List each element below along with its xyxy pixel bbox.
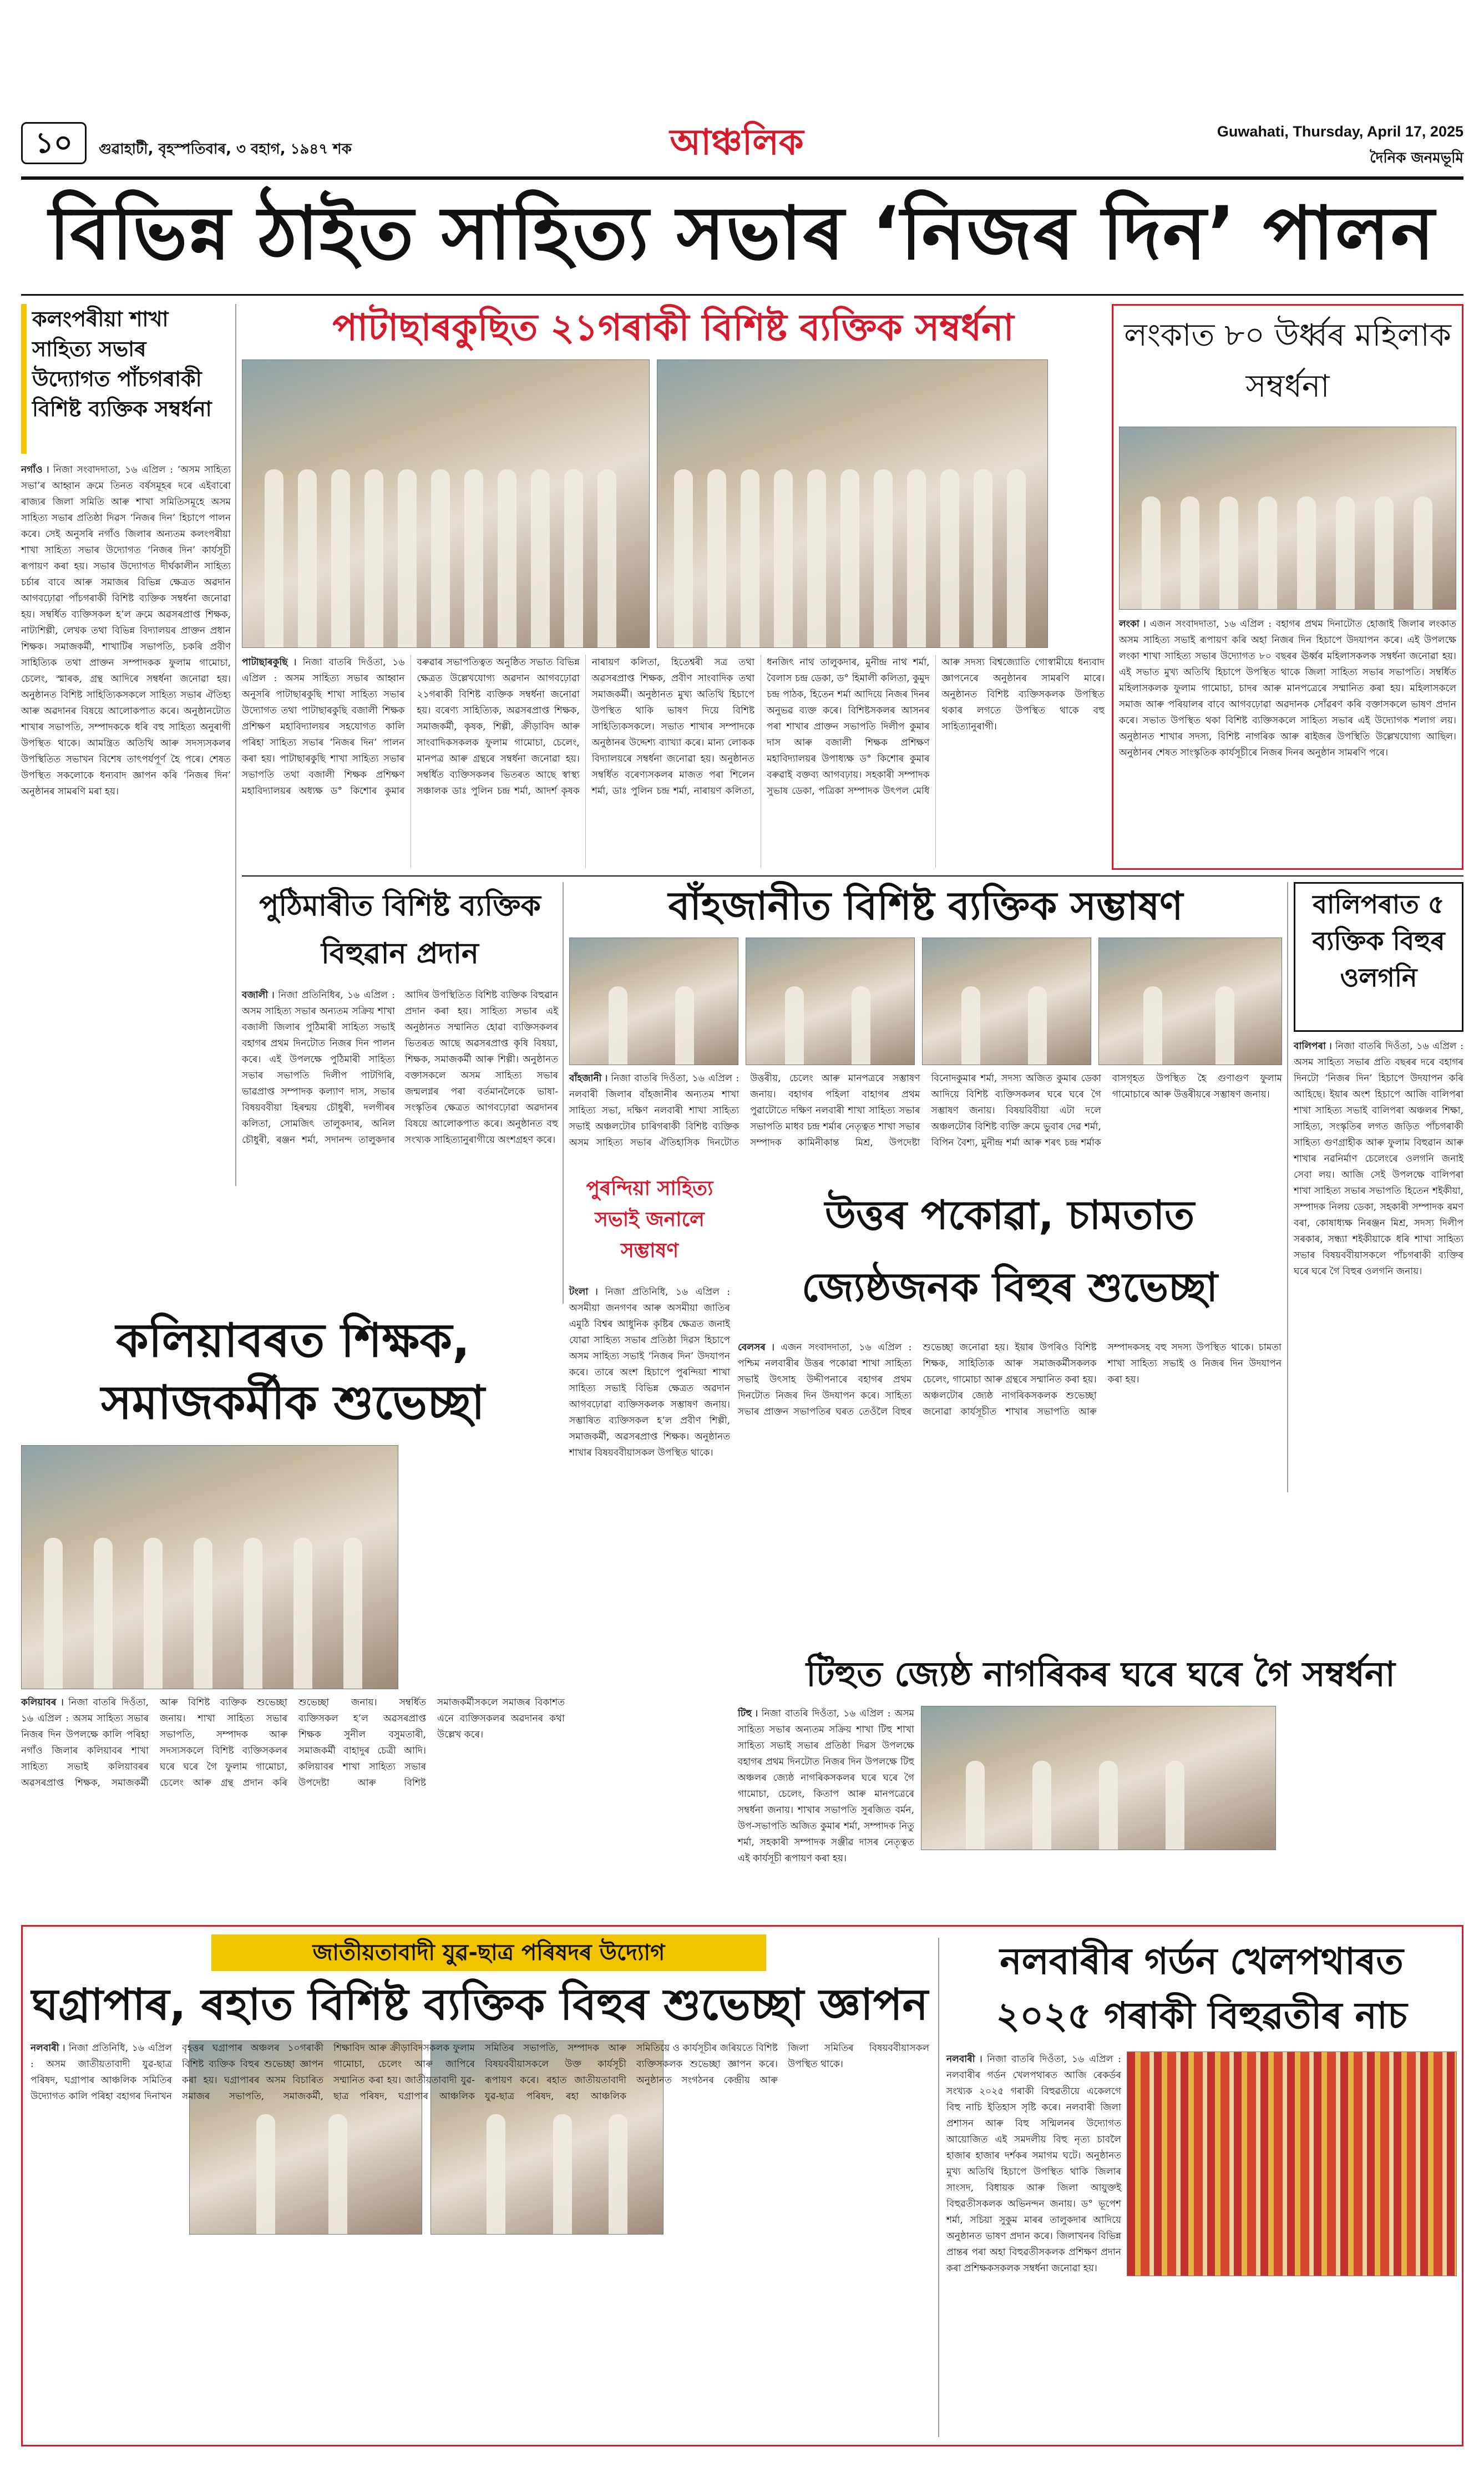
story-headline-nalbari: নলবাৰীৰ গৰ্ডন খেলপথাৰত ২০২৫ গৰাকী বিহুৱতীৰ নাচ <box>996 1940 1407 2037</box>
dateline: কলিয়াবৰ ৷ <box>21 1697 64 1708</box>
bihu-dance-photo <box>1127 2051 1457 2276</box>
story-uttar-pakowa <box>738 1179 1285 1656</box>
main-headline: বিভিন্ন ঠাইত সাহিত্য সভাৰ ‘নিজৰ দিন’ পালন <box>49 191 1436 276</box>
story-headline: কলিয়াবৰত শিক্ষক, সমাজকৰ্মীক শুভেচ্ছা <box>101 1313 485 1430</box>
logo: আঞ্চলিক <box>670 122 804 163</box>
section-rule <box>242 875 1463 877</box>
column-divider <box>1287 882 1288 1492</box>
dateline: নগাঁও ৷ <box>21 464 49 475</box>
paper-name: দৈনিক জনমভূমি <box>1370 150 1463 166</box>
photo-3 <box>922 938 1091 1065</box>
body-text: নিজা সংবাদদাতা, ১৬ এপ্ৰিল : ‘অসম সাহিত্য সভা’ৰ আহ্বান ক্ৰমে তিনত বৰ্ষসমূহৰ দৰে এইবাৰো ৰাজ্যৰ জিলা সমিতি আৰু শাখা সমিতিসমূহে অসম সাহিত্য সভাৰ প্ৰতিষ্ঠা দিৱস ‘নিজৰ দিন’ হিচাপে পালন কৰে। সেই অনুসৰি নগাঁও জিলাৰ অন্যতম কলংপৰীয়া শাখা সাহিত্য সভাৰ উদ্যোগত ‘নিজৰ দিন’ কাৰ্যসূচী ৰূপায়ণ কৰা হয়। সভাৰ উদ্যোগত দীৰ্ঘকালীন সাহিত্য চৰ্চাৰ বাবে আৰু সমাজৰ বিভিন্ন ক্ষেত্ৰত অৱদান আগবঢ়োৱা পাঁচগৰাকী বিশিষ্ট ব্যক্তিক সম্বৰ্ধনা জনোৱা হয়। সম্বৰ্ধিত ব্যক্তিসকল হ’ল ক্ৰমে অৱসৰপ্ৰাপ্ত শিক্ষক, নাট্যশিল্পী, লেখক তথা বিভিন্ন বিদ্যালয়ৰ প্ৰাক্তন প্ৰধান শিক্ষক। সমাজকৰ্মী, শাখাটিৰ সভাপতি, চকৰি প্ৰবীণ সাহিত্যিক তথা প্ৰাক্তন সম্পাদকক ফুলাম গামোচা, চেলেং, স্মাৰক, গ্ৰন্থ আদিৰে সম্বৰ্ধনা জনোৱা হয়। অনুষ্ঠানত বিশিষ্ট সাহিত্যিকসকলে সাহিত্য সভাৰ ঐতিহ্য আৰু অৱদানৰ বিষয়ে আলোকপাত কৰে। অনুষ্ঠানটোত শাখাৰ সভাপতি, সম্পাদককে ধৰি বহু সাহিত্য অনুৰাগী উপস্থিত থাকে। আমন্ত্ৰিত অতিথি আৰু সদস্যসকলৰ উপস্থিতিত সভাখন বিশেষ তাৎপৰ্যপূৰ্ণ হৈ পৰে। শেষত উপস্থিত সকলোকে ধন্যবাদ জ্ঞাপন কৰি ‘নিজৰ দিন’ অনুষ্ঠানৰ সামৰণি মৰা হয়। <box>21 464 234 797</box>
body-text: নিজা প্ৰতিনিধি, ১৬ এপ্ৰিল : অসমীয়া জনগণৰ আৰু অসমীয়া জাতিৰ এমুঠি বিশ্বৰ আধুনিক কৃষ্টিৰ ক্ষেত্ৰত জনাই যোৱা সাহিত্য সভাৰ প্ৰতিষ্ঠা দিৱস হিচাপে অসম সাহিত্য সভাই ‘নিজৰ দিন’ উদযাপন কৰে। তাৰে অংশ হিচাপে পুৰন্দিয়া শাখা সাহিত্য সভাই বিভিন্ন ক্ষেত্ৰত অৱদান আগবঢ়োৱা ব্যক্তিসকলক সম্ভাষণ জনায়। সম্ভাষিত ব্যক্তিসকল হ’ল প্ৰবীণ শিল্পী, সমাজকৰ্মী, অৱসৰপ্ৰাপ্ত শিক্ষক। অনুষ্ঠানত শাখাৰ বিষয়ববীয়াসকল উপস্থিত থাকে। <box>569 1286 733 1458</box>
jatiyatabadi-section <box>21 1925 1463 2446</box>
story-kaliabor <box>21 1309 568 1864</box>
story-headline: কলংপৰীয়া শাখা সাহিত্য সভাৰ উদ্যোগত পাঁচগৰাকী বিশিষ্ট ব্যক্তিক সম্বৰ্ধনা <box>21 304 231 454</box>
story-kalangpur <box>21 304 234 1186</box>
dateline: বজালী ৷ <box>242 990 274 1001</box>
dateline: নলবাৰী ৷ <box>31 2043 65 2054</box>
kicker-banner: জাতীয়তাবাদী যুৱ-ছাত্ৰ পৰিষদৰ উদ্যোগ <box>211 1934 766 1971</box>
story-headline: টিহুত জ্যেষ্ঠ নাগৰিকৰ ঘৰে ঘৰে গৈ সম্বৰ্ধনা <box>806 1654 1395 1694</box>
dateline: টিহু ৷ <box>738 1708 758 1719</box>
column-divider <box>563 882 564 1304</box>
story-balipara <box>1294 882 1467 1492</box>
body-text: নিজা বাতৰি দিওঁতা, ১৬ এপ্ৰিল : অসম সাহিত্য সভাৰ প্ৰতি বছৰৰ দৰে বহাগৰ দিনটো ‘নিজৰ দিন’ হিচাপে উদযাপন কৰি আহিছে। ইয়াৰ অংশ হিচাপে আজি বালিপৰা শাখা সাহিত্য সভাই বালিপৰা অঞ্চলৰ শিক্ষা, সাহিত্য, সংস্কৃতিৰ লগত জড়িত পাঁচগৰাকী সাহিত্য গুণগ্ৰাহীক আৰু ফুলাম বিহুৱান আৰু শাখাৰ নৱনিৰ্মাণ চেলেংৰে ওলগনি জনাই সেবা লয়। আজি সেই উপলক্ষে বালিপৰা শাখা সাহিত্য সভাৰ সভাপতি হিতেন শইকীয়া, সম্পাদক নিলয় ডেকা, সহকাৰী সম্পাদক ৰমণ বৰা, কোষাধ্যক্ষ নিৰঞ্জন মিশ্ৰ, সদস্য দিলীপ সৰকাৰ, সন্ধ্যা শইকীয়াকে ধৰি শাখা সাহিত্য সভাৰ বিষয়ববীয়াসকলে পাঁচগৰাকী ব্যক্তিৰ ঘৰে ঘৰে গৈ বিহুৰ ওলগনি জনায়। <box>1294 1041 1467 1277</box>
dateline-english: Guwahati, Thursday, April 17, 2025 <box>1217 123 1463 140</box>
event-photo <box>1119 427 1456 610</box>
column-divider <box>938 1938 939 2437</box>
column-divider <box>235 304 236 1186</box>
story-body-nalbari <box>946 2051 1125 2440</box>
story-purandia <box>569 1173 733 1589</box>
dateline: পাটাছাৰকুছি ৷ <box>242 657 296 668</box>
body-text: এজন সংবাদদাতা, ১৬ এপ্ৰিল : বহাগৰ প্ৰথম দিনাটোত হোজাই জিলাৰ লংকাত অসম সাহিত্য সভাই ৰূপায়ণ কৰি অহা নিজৰ দিন হিচাপে উদযাপন কৰে। এই উপলক্ষে লংকা শাখা সাহিত্য সভাৰ উদ্যোগত ৮০ বছৰৰ ঊৰ্ধ্বৰ মহিলাসকলক সম্বৰ্ধনা জনোৱা হয়। এই সভাত মুখ্য অতিথি হিচাপে উপস্থিত থাকে জিলা সাহিত্য সভাৰ সভাপতি। সম্বৰ্ধিত মহিলাসকলক ফুলাম গামোচা, চাদৰ আৰু মানপত্ৰেৰে সম্মানিত কৰা হয়। মহিলাসকলে সমাজ আৰু পৰিয়ালৰ বাবে আগবঢ়োৱা অৱদানক সোঁৱৰণ কৰি বক্তাসকলে ভাষণ প্ৰদান কৰে। সভাত উপস্থিত থকা বিশিষ্ট ব্যক্তিসকলে সাহিত্য সভাৰ এই উদ্যোগক শলাগ লয়। অনুষ্ঠানত শাখাৰ সদস্য, বিশিষ্ট নাগৰিক আৰু ৰাইজৰ উপস্থিতি উল্লেখযোগ্য আছিল। অনুষ্ঠানৰ শেষত সাংস্কৃতিক কাৰ্যসূচীৰে নিজৰ দিনৰ অনুষ্ঠান সামৰণি পৰে। <box>1119 619 1460 758</box>
story-patacharkuchi <box>242 304 1108 870</box>
masthead-rule <box>21 176 1463 180</box>
event-photo <box>21 1445 398 1689</box>
dateline: নলবাৰী ৷ <box>946 2054 982 2065</box>
story-headline: বাঁহজানীত বিশিষ্ট ব্যক্তিক সম্ভাষণ <box>668 883 1183 929</box>
dateline: লংকা ৷ <box>1119 619 1146 630</box>
photo-1 <box>569 938 738 1065</box>
story-headline: পাটাছাৰকুছিত ২১গৰাকী বিশিষ্ট ব্যক্তিক সম্বৰ্ধনা <box>332 306 1014 349</box>
story-body <box>1119 616 1460 865</box>
body-text: নিজা বাতৰি দিওঁতা, ১৬ এপ্ৰিল : অসম সাহিত্য সভাৰ আহ্বান অনুসৰি পাটাছাৰকুছি শাখা সাহিত্য সভাৰ উদ্যোগত তথা পাটাছাৰকুছি বজালী শিক্ষক প্ৰশিক্ষণ মহাবিদ্যালয়ৰ সহযোগত কালি পৰিহা সাহিত্য সভাৰ ‘নিজৰ দিন’ পালন কৰা হয়। পাটাছাৰকুছি শাখা সাহিত্য সভাৰ সভাপতি তথা বজালী শিক্ষক প্ৰশিক্ষণ মহাবিদ্যালয়ৰ অধ্যক্ষ ড° কিশোৰ কুমাৰ বৰুৱাৰ সভাপতিত্বত অনুষ্ঠিত সভাত বিভিন্ন ক্ষেত্ৰত উল্লেখযোগ্য অৱদান আগবঢ়োৱা ২১গৰাকী বিশিষ্ট ব্যক্তিক সম্বৰ্ধনা জনোৱা হয়। বৰেণ্য সাহিত্যিক, অৱসৰপ্ৰাপ্ত শিক্ষক, সমাজকৰ্মী, কৃষক, শিল্পী, ক্ৰীড়াবিদ আৰু সাংবাদিকসকলক ফুলাম গামোচা, চেলেং, মানপত্ৰ আৰু গ্ৰন্থৰে সম্বৰ্ধনা জনোৱা হয়। সম্বৰ্ধিত ব্যক্তিসকলৰ ভিতৰত আছে স্বাস্থ্য সঞ্চালক ডাঃ পুলিন চন্দ্ৰ শৰ্মা, আদৰ্শ কৃষক নাৰায়ণ কলিতা, হিতেশ্বৰী সত্ৰ তথা অৱসৰপ্ৰাপ্ত শিক্ষক, প্ৰবীণ সাংবাদিক তথা সমাজকৰ্মী। অনুষ্ঠানত মুখ্য অতিথি হিচাপে উপস্থিত থাকি ভাষণ দিয়ে বিশিষ্ট সাহিত্যিকসকলে। সভাত শাখাৰ সম্পাদকে অনুষ্ঠানৰ উদ্দেশ্য ব্যাখ্যা কৰে। মান্য লোকক বিদ্যালয়ৰে সম্বৰ্ধনা জনোৱা হয়। অনুষ্ঠানত সম্বৰ্ধিত বৰেণ্যসকলৰ মাজত পৰা শিলেন শৰ্মা, ডাঃ পুলিন চন্দ্ৰ শৰ্মা, নাৰায়ণ কলিতা, ধনজিৎ নাথ তালুকদাৰ, মুনীন্দ্ৰ নাথ শৰ্মা, বৈলাস চন্দ্ৰ ডেকা, ড° হিমালী কলিতা, কুমুদ চন্দ্ৰ পাঠক, হিতেন শৰ্মা আদিয়ে নিজৰ দিনৰ অনুভৱ ব্যক্ত কৰে। বিশিষ্টসকলৰ আসনৰ পৰা শাখাৰ প্ৰাক্তন সভাপতি দিলীপ কুমাৰ দাস আৰু বজালী শিক্ষক প্ৰশিক্ষণ মহাবিদ্যালয়ৰ উপাধ্যক্ষ ড° কিশোৰ কুমাৰ বৰুৱাই বক্তব্য আগবঢ়ায়। সহকাৰী সম্পাদক সুভাষ ডেকা, পত্ৰিকা সম্পাদক উৎপল মেধি আৰু সদস্য বিশ্বজ্যোতি গোস্বামীয়ে ধন্যবাদ জ্ঞাপনেৰে অনুষ্ঠানৰ সামৰণি মাৰে। অনুষ্ঠানত বিশিষ্ট ব্যক্তিসকলক উপস্থিত থকাৰ লগতে উপস্থিত থাকে বহু সাহিত্যানুৰাগী। <box>242 657 1108 797</box>
story-headline: পুঠিমাৰীত বিশিষ্ট ব্যক্তিক বিহুৱান প্ৰদান <box>259 889 541 970</box>
dateline: বাঁহজানী ৷ <box>569 1073 607 1084</box>
story-body <box>21 462 234 1183</box>
photo-4 <box>1098 938 1282 1065</box>
headline-rule <box>21 294 1463 296</box>
story-headline: উত্তৰ পকোৱা, চামতাত জ্যেষ্ঠজনক বিহুৰ শুভেচ্ছা <box>801 1192 1218 1310</box>
story-body <box>1294 1039 1467 1491</box>
body-text: নিজা বাতৰি দিওঁতা, ১৬ এপ্ৰিল : নলবাৰীৰ গৰ্ডন খেলপথাৰত আজি ৰেকৰ্ডৰ সংখ্যক ২০২৫ গৰাকী বিহুৱতীয়ে একেলগে বিহু নাচি ইতিহাস সৃষ্টি কৰে। নলবাৰী জিলা প্ৰশাসন আৰু বিহু সন্মিলনৰ উদ্যোগত আয়োজিত এই সমদলীয় বিহু নৃত্য চাবলৈ হাজাৰ হাজাৰ দৰ্শকৰ সমাগম ঘটে। অনুষ্ঠানত মুখ্য অতিথি হিচাপে উপস্থিত থাকি জিলাৰ সাংসদ, বিধায়ক আৰু জিলা আয়ুক্তই বিহুৱতীসকলক অভিনন্দন জনায়। ড° ভূপেশ শৰ্মা, সচিয়া সুকুম মাৰৰ তালুকদাৰ আদিয়ে অনুষ্ঠানত ভাষণ প্ৰদান কৰে। জিলাখনৰ বিভিন্ন প্ৰান্তৰ পৰা অহা বিহুৱতীসকলক প্ৰশিক্ষণ প্ৰদান কৰা প্ৰশিক্ষকসকলক সম্বৰ্ধনা জনোৱা হয়। <box>946 2054 1125 2274</box>
story-body <box>569 1284 733 1587</box>
body-text: নিজা প্ৰতিনিধি, ১৬ এপ্ৰিল : অসম জাতীয়তাবাদী যুৱ-ছাত্ৰ পৰিষদ, ঘগ্ৰাপাৰ আঞ্চলিক সমিতিৰ উদ্যোগত কালি পৰিহা বহাগৰ দিনাখন বৃহত্তৰ ঘগ্ৰাপাৰ অঞ্চলৰ ১০গৰাকী বিশিষ্ট ব্যক্তিক বিহুৰ শুভেচ্ছা জ্ঞাপন কৰা হয়। ঘগ্ৰাপাৰৰ অসম বিচাৰিত সমাজৰ সভাপতি, সমাজকৰ্মী, শিক্ষাবিদ আৰু ক্ৰীড়াবিদসকলক ফুলাম গামোচা, চেলেং আৰু জাপিৰে সম্মানিত কৰা হয়। জাতীয়তাবাদী যুৱ-ছাত্ৰ পৰিষদ, ঘগ্ৰাপাৰ আঞ্চলিক সমিতিৰ সভাপতি, সম্পাদক আৰু বিষয়ববীয়াসকলে উক্ত কাৰ্যসূচী ৰূপায়ণ কৰে। ৰহাত জাতীয়তাবাদী যুৱ-ছাত্ৰ পৰিষদ, ৰহা আঞ্চলিক সমিতিয়ে ও কাৰ্যসূচীৰ জৰিয়তে বিশিষ্ট ব্যক্তিসকলক শুভেচ্ছা জ্ঞাপন কৰে। অনুষ্ঠানত সংগঠনৰ কেন্দ্ৰীয় আৰু জিলা সমিতিৰ বিষয়ববীয়াসকল উপস্থিত থাকে। <box>31 2043 933 2102</box>
story-body <box>569 1071 1285 1168</box>
masthead <box>21 121 1463 172</box>
dateline: বেলসৰ ৷ <box>738 1342 774 1353</box>
event-photo <box>921 1706 1276 1850</box>
group-photo <box>657 359 1048 648</box>
story-tihu <box>738 1650 1463 1922</box>
body-text: নিজা বাতৰি দিওঁতা, ১৬ এপ্ৰিল : অসম সাহিত্য সভাৰ অন্যতম সক্ৰিয় শাখা টিহু শাখা সাহিত্য সভাই সভাৰ প্ৰতিষ্ঠা দিৱস উপলক্ষে বহাগৰ প্ৰথম দিনটোত নিজৰ দিন উপলক্ষে টিহু অঞ্চলৰ জ্যেষ্ঠ নাগৰিকসকলৰ ঘৰে ঘৰে গৈ গামোচা, চেলেং, কিতাপ আৰু মানপত্ৰেৰে সম্বৰ্ধনা জনায়। শাখাৰ সভাপতি সুৰজিত বৰ্মন, উপ-সভাপতি অজিত কুমাৰ শৰ্মা, সম্পাদক নিতু শৰ্মা, সহকাৰী সম্পাদক সঞ্জীৱ দাসৰ নেতৃত্বত এই কাৰ্যসূচী ৰূপায়ণ কৰা হয়। <box>738 1708 918 1864</box>
story-body <box>242 655 1108 868</box>
story-headline: লংকাত ৮০ উৰ্ধ্বৰ মহিলাক সম্বৰ্ধনা <box>1124 317 1451 404</box>
dateline: টংলা ৷ <box>569 1286 598 1298</box>
body-text: নিজা প্ৰতিনিধিৰ, ১৬ এপ্ৰিল : অসম সাহিত্য সভাৰ অন্যতম সক্ৰিয় শাখা বজালী জিলাৰ পুঠিমাৰী সাহিত্য সভাই বহাগৰ প্ৰথম দিনটোত নিজৰ দিন পালন কৰে। এই উপলক্ষে পুঠিমাৰী সাহিত্য সভাৰ সভাপতি দিলীপ পাটগিৰি, ভাৱপ্ৰাপ্ত সম্পাদক কল্যাণ দাস, সভাৰ বিষয়ববীয়া হিৰন্ময় চৌধুৰী, দলগীৰৰ কলিতা, সোমজিৎ তালুকদাৰ, অনিল চৌধুৰী, ৰঞ্জন শৰ্মা, সদানন্দ তালুকদাৰ আদিৰ উপস্থিতিত বিশিষ্ট ব্যক্তিক বিহুৱান প্ৰদান কৰা হয়। সাহিত্য সভাৰ এই অনুষ্ঠানত সম্মানিত হোৱা ব্যক্তিসকলৰ ভিতৰত আছে অৱসৰপ্ৰাপ্ত কৃষি বিষয়া, শিক্ষক, সমাজকৰ্মী আৰু শিল্পী। অনুষ্ঠানত বক্তাসকলে অসম সাহিত্য সভাৰ জন্মলগ্নৰ পৰা বৰ্তমানলৈকে ভাষা-সংস্কৃতিৰ ক্ষেত্ৰত আগবঢ়োৱা অৱদানৰ বিষয়ে আলোকপাত কৰে। অনুষ্ঠানত বহু সংখ্যক সাহিত্যানুৰাগীয়ে অংশগ্ৰহণ কৰে। <box>242 990 561 1146</box>
story-banhjani <box>569 882 1285 1171</box>
story-puthimari <box>242 882 561 1304</box>
story-lanka <box>1112 304 1463 870</box>
story-body <box>31 2040 933 2440</box>
story-headline: বালিপৰাত ৫ ব্যক্তিক বিহুৰ ওলগনি <box>1294 882 1463 1032</box>
body-text: নিজা বাতৰি দিওঁতা, ১৬ এপ্ৰিল : অসম সাহিত্য সভাৰ নিজৰ দিন উপলক্ষে কালি পৰিহা নগাঁও জিলাৰ কলিয়াবৰ শাখা সাহিত্য সভাই কলিয়াবৰৰ অৱসৰপ্ৰাপ্ত শিক্ষক, সমাজকৰ্মী আৰু বিশিষ্ট ব্যক্তিক শুভেচ্ছা জনায়। শাখা সাহিত্য সভাৰ সভাপতি, সম্পাদক আৰু সদস্যসকলে বিশিষ্ট ব্যক্তিসকলৰ ঘৰে ঘৰে গৈ ফুলাম গামোচা, চেলেং আৰু গ্ৰন্থ প্ৰদান কৰি শুভেচ্ছা জনায়। সম্বৰ্ধিত ব্যক্তিসকল হ’ল অৱসৰপ্ৰাপ্ত শিক্ষক সুনীল বসুমতাৰী, সমাজকৰ্মী বাহাদুৰ চেত্ৰী আদি। কলিয়াবৰ শাখা সাহিত্য সভাৰ উপদেষ্টা আৰু বিশিষ্ট সমাজকৰ্মীসকলে সমাজৰ বিকাশত এনে ব্যক্তিসকলৰ অৱদানৰ কথা উল্লেখ কৰে। <box>21 1697 568 1789</box>
story-body <box>21 1695 568 1861</box>
group-photo <box>242 359 650 648</box>
page-number: ১০ <box>21 122 87 164</box>
story-body <box>738 1706 918 1919</box>
dateline-assamese: গুৱাহাটী, বৃহস্পতিবাৰ, ৩ বহাগ, ১৯৪৭ শক <box>99 141 352 158</box>
story-headline: ঘগ্ৰাপাৰ, ৰহাত বিশিষ্ট ব্যক্তিক বিহুৰ শুভেচ্ছা জ্ঞাপন <box>31 1980 929 2030</box>
photo-2 <box>746 938 915 1065</box>
body-text: এজন সংবাদদাতা, ১৬ এপ্ৰিল : পশ্চিম নলবাৰীৰ উত্তৰ পকোৱা শাখা সাহিত্য সভাই উৎসাহ উদ্দীপনাৰে বহাগৰ প্ৰথম দিনটোত নিজৰ দিন উদযাপন কৰে। সাহিত্য সভাৰ প্ৰাক্তন সভাপতিৰ ঘৰত তেওঁলৈ বিহুৰ শুভেচ্ছা জনোৱা হয়। ইয়াৰ উপৰিও বিশিষ্ট শিক্ষক, সাহিত্যিক আৰু সমাজকৰ্মীসকলক চেলেং, গামোচা আৰু গ্ৰন্থৰে সম্মানিত কৰা হয়। অঞ্চলটোৰ জ্যেষ্ঠ নাগৰিকসকলক শুভেচ্ছা জনোৱা কাৰ্যসূচীত শাখাৰ সভাপতি আৰু সম্পাদকসহ বহু সদস্য উপস্থিত থাকে। চামতা শাখা সাহিত্য সভাই ও নিজৰ দিন উদযাপন কৰা হয়। <box>738 1342 1285 1417</box>
story-body <box>242 987 561 1301</box>
body-text: নিজা বাতৰি দিওঁতা, ১৬ এপ্ৰিল : নলবাৰী জিলাৰ বাঁহজানীৰ অন্যতম শাখা সাহিত্য সভা, দক্ষিণ নলবাৰী শাখা সাহিত্য সভাই অঞ্চলটোৰ চাৰিগৰাকী বিশিষ্ট ব্যক্তিক অসম সাহিত্য সভাৰ ঐতিহাসিক দিনটোত উত্তৰীয়, চেলেং আৰু মানপত্ৰৰে সম্ভাষণ জনায়। বহাগৰ পহিলা বাহাগৰ প্ৰথম পুৱাটোতে দক্ষিণ নলবাৰী শাখা সাহিত্য সভাৰ সভাপতি মাধব চন্দ্ৰ শৰ্মাৰ নেতৃত্বত শাখা সভাৰ সম্পাদক কামিনীকান্ত মিশ্ৰ, উপদেষ্টা বিনোদকুমাৰ শৰ্মা, সদস্য অজিত কুমাৰ ডেকা আদিয়ে বিশিষ্ট ব্যক্তিসকলৰ ঘৰে ঘৰে গৈ সম্ভাষণ জনায়। বিষয়বিবীয়া এটা দলে অঞ্চলটোৰ বিশিষ্ট ব্যক্তি ক্ৰমে ভুবাৰ দেৱ শৰ্মা, বিপিন বৈশ্য, মুনীন্দ্ৰ শৰ্মা আৰু শৰৎ চন্দ্ৰ শৰ্মাক বাসগৃহত উপস্থিত হৈ গুণাগুণ ফুলাম গামোচাৰে আৰু উত্তৰীয়ৰে সম্ভাষণ জনায়। <box>569 1073 1285 1148</box>
story-body <box>738 1340 1285 1645</box>
story-headline: পুৰন্দিয়া সাহিত্য সভাই জনালে সম্ভাষণ <box>586 1177 713 1262</box>
dateline: বালিপৰা ৷ <box>1294 1041 1332 1052</box>
